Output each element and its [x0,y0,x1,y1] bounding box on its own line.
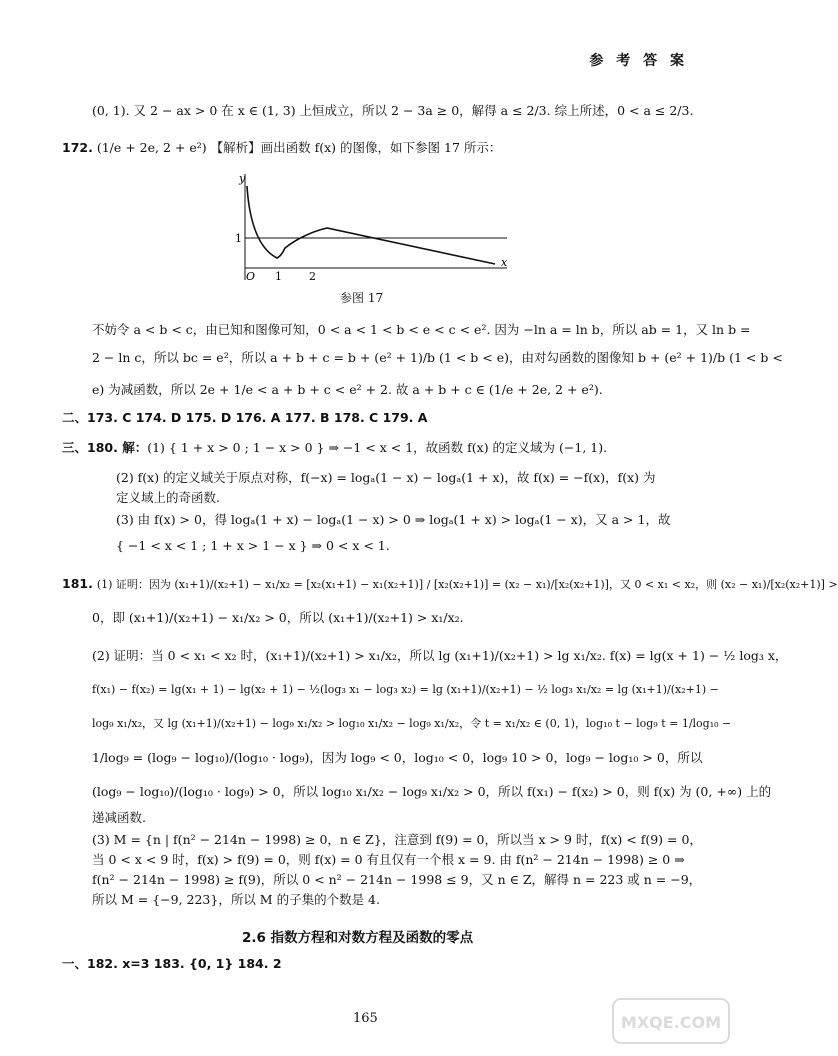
watermark-logo [612,998,730,1044]
section-label: 一、 [62,956,88,971]
problem-180-label: 三、180. 解： [62,440,148,455]
tick-y-1: 1 [235,232,242,245]
problem-172-header [62,140,501,156]
problem-181-line-10: 当 0 < x < 9 时，f(x) > f(9) = 0，则 f(x) = 0 有且仅有一个根 x = 9. 由 f(n² − 214n − 1998) ≥ 0 ⇒ [92,852,685,867]
problem-181-l1 [62,576,838,593]
problem-181-line-1: (1) 证明：因为 (x₁+1)/(x₂+1) − x₁/x₂ = [x₂(x₁+1) − x₁(x₂+1)] / [x₂(x₂+1)] = (x₂ − x₁)/[x₂(x₂+1)]，又 0 < x₁ < x₂，则 (x₂ − x₁)/[x₂(x₂+1)] > [96,578,838,591]
problem-171-tail: (0, 1). 又 2 − ax > 0 在 x ∈ (1, 3) 上恒成立，所以 2 − 3a ≥ 0，解得 a ≤ 2/3. 综上所述，0 < a ≤ 2/3. [92,103,694,118]
problem-181-line-12: 所以 M = {−9, 223}，所以 M 的子集的个数是 4. [92,892,380,907]
fill-in-answers [62,956,282,972]
problem-181-line-2: 0，即 (x₁+1)/(x₂+1) − x₁/x₂ > 0，所以 (x₁+1)/(x₂+1) > x₁/x₂. [92,610,464,625]
problem-180-l3b: { −1 < x < 1 ; 1 + x > 1 − x } ⇒ 0 < x < 1. [116,538,390,553]
y-axis-label: y [239,172,246,185]
running-header: 参 考 答 案 [589,53,688,69]
problem-172-body-1: 不妨令 a < b < c，由已知和图像可知，0 < a < 1 < b < e < c < e². 因为 −ln a = ln b，所以 ab = 1，又 ln b = [92,322,751,337]
function-curve [247,186,495,264]
problem-180-l2b: 定义域上的奇函数. [116,490,220,505]
problem-180-l1: (1) { 1 + x > 0 ; 1 − x > 0 } ⇒ −1 < x < 1，故函数 f(x) 的定义域为 (−1, 1). [147,440,608,455]
section-heading: 2.6 指数方程和对数方程及函数的零点 [242,930,474,946]
problem-180-part-1 [62,440,607,456]
problem-172-body-2: 2 − ln c，所以 bc = e²，所以 a + b + c = b + (e² + 1)/b (1 < b < e)，由对勾函数的图像知 b + (e² + 1)/b (1 < b < [92,350,783,365]
problem-181-line-6: 1/log₉ = (log₉ − log₁₀)/(log₁₀ · log₉)，因为 log₉ < 0，log₁₀ < 0，log₉ 10 > 0，log₉ − log₁₀ > 0，所以 [92,750,703,765]
problem-181-line-8: 递减函数. [92,810,146,825]
tick-1: 1 [275,270,282,283]
fill-in-answer-list: 182. x=3 183. {0, 1} 184. 2 [87,956,282,971]
figure-caption: 参图 17 [340,291,384,305]
section-label: 二、 [62,410,88,425]
problem-180-l3a: (3) 由 f(x) > 0，得 logₐ(1 + x) − logₐ(1 − x) > 0 ⇒ logₐ(1 + x) > logₐ(1 − x)，又 a > 1，故 [116,512,671,527]
problem-172-body-3: e) 为减函数，所以 2e + 1/e < a + b + c < e² + 2. 故 a + b + c ∈ (1/e + 2e, 2 + e²). [92,382,603,397]
problem-180-l2a: (2) f(x) 的定义域关于原点对称，f(−x) = logₐ(1 − x) − logₐ(1 + x)，故 f(x) = −f(x)，f(x) 为 [116,470,656,485]
problem-181-line-9: (3) M = {n | f(n² − 214n − 1998) ≥ 0，n ∈ Z}，注意到 f(9) = 0，所以当 x > 9 时，f(x) < f(9) = 0， [92,832,702,847]
problem-181-line-5: log₉ x₁/x₂，又 lg (x₁+1)/(x₂+1) − log₉ x₁/x₂ > log₁₀ x₁/x₂ − log₉ x₁/x₂，令 t = x₁/x₂ ∈ (0, 1)，log₁₀ t − log₉ t = 1/log₁₀ − [92,717,732,730]
problem-181-line-7: (log₉ − log₁₀)/(log₁₀ · log₉) > 0，所以 log₁₀ x₁/x₂ − log₉ x₁/x₂ > 0，所以 f(x₁) − f(x₂) > 0，则 f(x) 为 (0, +∞) 上的 [92,784,772,799]
origin-label: O [246,270,256,283]
mc-answer-list: 173. C 174. D 175. D 176. A 177. B 178. C 179. A [87,410,428,425]
function-graph-figure [225,168,515,286]
problem-172-answer: (1/e + 2e, 2 + e²) [96,140,207,155]
problem-172-intro: 【解析】画出函数 f(x) 的图像，如下参图 17 所示： [210,140,502,155]
problem-181-line-11: f(n² − 214n − 1998) ≥ f(9)，所以 0 < n² − 214n − 1998 ≤ 9，又 n ∈ Z，解得 n = 223 或 n = −9， [92,872,702,887]
multiple-choice-answers [62,410,427,426]
problem-number: 181. [62,576,93,591]
tick-2: 2 [309,270,316,283]
problem-181-line-4: f(x₁) − f(x₂) = lg(x₁ + 1) − lg(x₂ + 1) − ½(log₃ x₁ − log₃ x₂) = lg (x₁+1)/(x₂+1) − ½ log₃ x₁/x₂ = lg (x₁+1)/(x₂+1) − [92,683,719,696]
x-axis-label: x [501,256,508,269]
problem-number: 172. [62,140,93,155]
problem-181-line-3: (2) 证明：当 0 < x₁ < x₂ 时，(x₁+1)/(x₂+1) > x₁/x₂，所以 lg (x₁+1)/(x₂+1) > lg x₁/x₂. f(x) = lg(x + 1) − ½ log₃ x， [92,648,788,663]
page-number: 165 [353,1011,378,1026]
svg-text:MXQE.COM: MXQE.COM [620,1013,722,1032]
